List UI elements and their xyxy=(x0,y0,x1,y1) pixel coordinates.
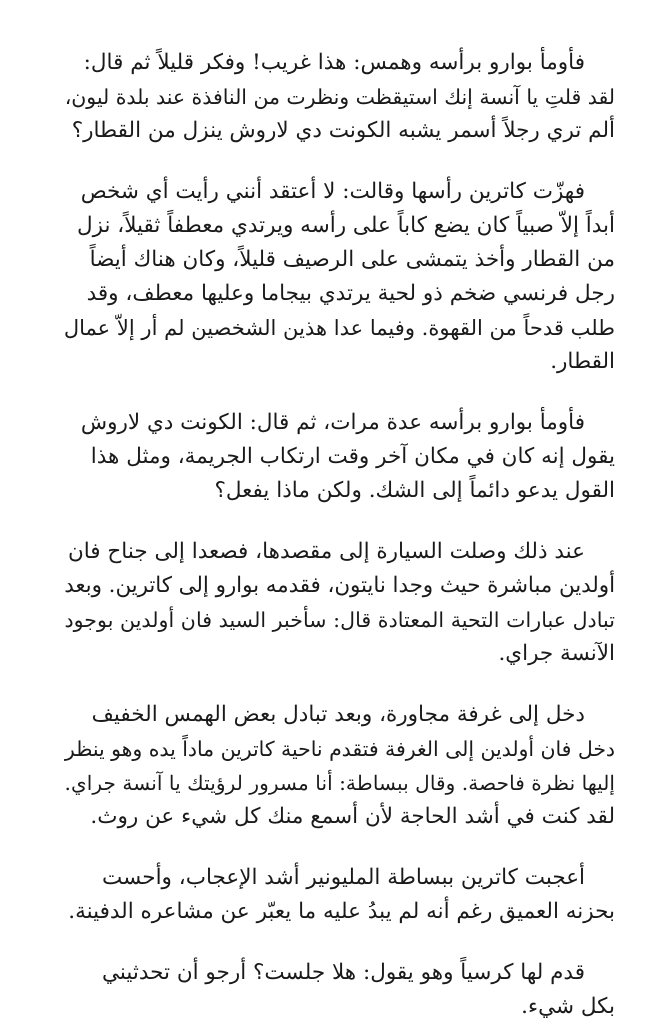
paragraph xyxy=(64,46,615,148)
text-line: فهزّت كاترين رأسها وقالت: لا أعتقد أنني رأيت أي شخص xyxy=(80,179,585,204)
text-line: عند ذلك وصلت السيارة إلى مقصدها، فصعدا إلى جناح فان xyxy=(67,539,585,564)
text-line: دخل إلى غرفة مجاورة، وبعد تبادل بعض الهمس الخفيف xyxy=(91,702,585,727)
text-line: أولدين مباشرة حيث وجدا نايتون، فقدمه بوارو إلى كاترين. وبعد xyxy=(64,573,615,598)
text-line: لقد قلتِ يا آنسة إنك استيقظت ونظرت من النافذة عند بلدة ليون، xyxy=(64,85,615,109)
text-line: القول يدعو دائماً إلى الشك. ولكن ماذا يفعل؟ xyxy=(214,478,615,503)
paragraph xyxy=(64,535,615,671)
text-line: قدم لها كرسياً وهو يقول: هلا جلست؟ أرجو أن تحدثيني xyxy=(101,960,585,985)
text-line: القطار. xyxy=(550,349,615,374)
text-line: يقول إنه كان في مكان آخر وقت ارتكاب الجريمة، ومثل هذا xyxy=(90,444,615,469)
text-line: من القطار وأخذ يتمشى على الرصيف قليلاً، وكان هناك أيضاً xyxy=(89,247,615,272)
paragraph xyxy=(64,956,615,1024)
text-line: تبادل عبارات التحية المعتادة قال: سأخبر السيد فان أولدين بوجود xyxy=(64,608,615,632)
text-line: أعجبت كاترين ببساطة المليونير أشد الإعجاب، وأحست xyxy=(102,865,585,890)
text-line: إليها نظرة فاحصة. وقال ببساطة: أنا مسرور لرؤيتك يا آنسة جراي. xyxy=(64,771,615,795)
paragraph xyxy=(64,406,615,508)
text-line: لقد كنت في أشد الحاجة لأن أسمع منك كل شيء عن روث. xyxy=(90,804,615,829)
text-line: فأومأ بوارو برأسه وهمس: هذا غريب! وفكر قليلاً ثم قال: xyxy=(83,50,585,75)
paragraph xyxy=(64,175,615,379)
text-line: ألم تري رجلاً أسمر يشبه الكونت دي لاروش ينزل من القطار؟ xyxy=(71,118,615,143)
text-line: فأومأ بوارو برأسه عدة مرات، ثم قال: الكونت دي لاروش xyxy=(80,410,585,435)
text-line: رجل فرنسي ضخم ذو لحية يرتدي بيجاما وعليها معطف، وقد xyxy=(86,281,615,306)
text-line: أبداً إلاّ صبياً كان يضع كاباً على رأسه ويرتدي معطفاً ثقيلاً، نزل xyxy=(76,213,615,238)
paragraph xyxy=(64,698,615,834)
book-page xyxy=(64,46,615,1024)
text-line: طلب قدحاً من القهوة. وفيما عدا هذين الشخصين لم أر إلاّ عمال xyxy=(63,315,615,340)
text-line: بحزنه العميق رغم أنه لم يبدُ عليه ما يعبّر عن مشاعره الدفينة. xyxy=(68,899,615,924)
paragraph xyxy=(64,861,615,929)
text-line: بكل شيء. xyxy=(521,994,615,1019)
text-line: الآنسة جراي. xyxy=(498,641,615,666)
text-line: دخل فان أولدين إلى الغرفة فتقدم ناحية كاترين ماداً يده وهو ينظر xyxy=(64,737,615,761)
